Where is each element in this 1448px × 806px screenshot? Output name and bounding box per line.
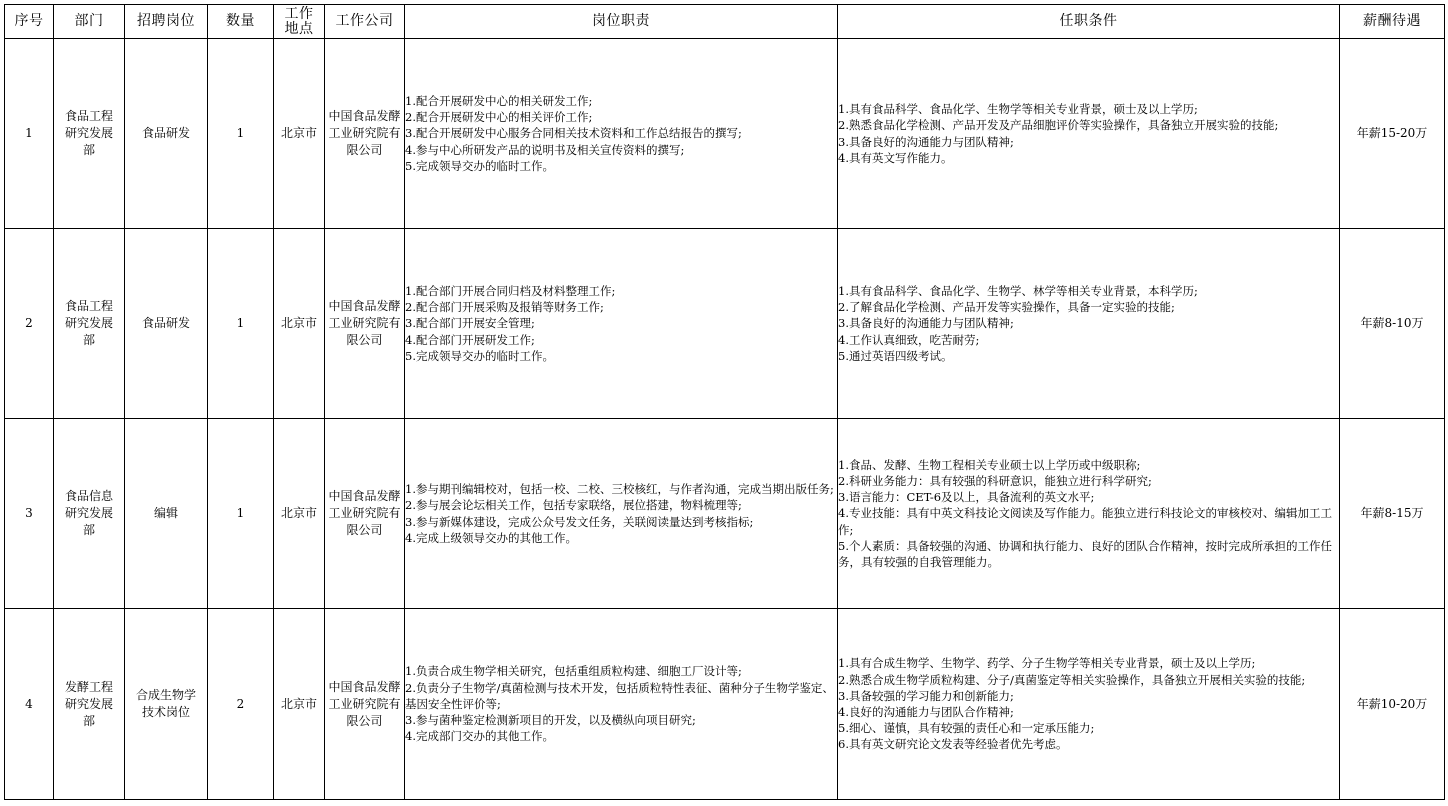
duty-item: 4.完成部门交办的其他工作。	[405, 729, 554, 744]
duty-item: 5.完成领导交办的临时工作。	[405, 348, 554, 363]
cell-duties	[405, 39, 838, 229]
requirement-item: 3.语言能力：CET-6及以上，具备流利的英文水平;	[838, 490, 1095, 505]
cell-salary: 年薪8-10万	[1340, 229, 1445, 419]
cell-company: 中国食品发酵工业研究院有限公司	[325, 419, 405, 609]
cell-index: 2	[5, 229, 54, 419]
department-text: 食品信息研究发展部	[64, 489, 113, 537]
cell-requirements	[838, 39, 1340, 229]
requirement-item: 2.了解食品化学检测、产品开发等实验操作，具备一定实验的技能;	[838, 300, 1175, 315]
cell-position	[125, 609, 208, 800]
cell-quantity: 1	[208, 229, 274, 419]
cell-position: 编辑	[125, 419, 208, 609]
cell-salary: 年薪15-20万	[1340, 39, 1445, 229]
table-row	[5, 609, 1445, 800]
table-body	[5, 39, 1445, 800]
department-text: 食品工程研究发展部	[64, 109, 113, 157]
duty-item: 2.配合开展研发中心的相关评价工作;	[405, 110, 593, 125]
cell-index: 3	[5, 419, 54, 609]
header-location: 工作地点	[274, 5, 325, 39]
cell-requirements	[838, 609, 1340, 800]
duty-item: 3.参与新媒体建设，完成公众号发文任务，关联阅读量达到考核指标;	[405, 514, 754, 529]
header-quantity: 数量	[208, 5, 274, 39]
cell-position: 食品研发	[125, 229, 208, 419]
cell-company: 中国食品发酵工业研究院有限公司	[325, 39, 405, 229]
duty-item: 2.配合部门开展采购及报销等财务工作;	[405, 300, 604, 315]
table-header	[5, 5, 1445, 39]
cell-salary: 年薪8-15万	[1340, 419, 1445, 609]
department-text: 食品工程研究发展部	[64, 299, 113, 347]
cell-index: 4	[5, 609, 54, 800]
cell-position: 食品研发	[125, 39, 208, 229]
header-requirements: 任职条件	[838, 5, 1340, 39]
duty-item: 3.配合部门开展安全管理;	[405, 316, 535, 331]
table-row	[5, 419, 1445, 609]
header-index: 序号	[5, 5, 54, 39]
requirement-item: 4.专业技能：具有中英文科技论文阅读及写作能力。能独立进行科技论文的审核校对、编辑加工工作;	[838, 506, 1332, 537]
duty-item: 5.完成领导交办的临时工作。	[405, 158, 554, 173]
cell-location: 北京市	[274, 39, 325, 229]
duty-item: 2.参与展会论坛相关工作，包括专家联络，展位搭建，物料梳理等;	[405, 498, 742, 513]
requirement-item: 3.具备较强的学习能力和创新能力;	[838, 688, 1014, 703]
requirement-item: 1.具有食品科学、食品化学、生物学等相关专业背景，硕士及以上学历;	[838, 102, 1198, 117]
requirement-item: 1.具有食品科学、食品化学、生物学、林学等相关专业背景，本科学历;	[838, 283, 1198, 298]
duty-item: 2.负责分子生物学/真菌检测与技术开发，包括质粒特性表征、菌种分子生物学鉴定、基因安全性评价等;	[405, 680, 834, 711]
requirement-item: 1.具有合成生物学、生物学、药学、分子生物学等相关专业背景，硕士及以上学历;	[838, 656, 1256, 671]
cell-salary: 年薪10-20万	[1340, 609, 1445, 800]
duty-item: 1.配合开展研发中心的相关研发工作;	[405, 93, 593, 108]
header-salary: 薪酬待遇	[1340, 5, 1445, 39]
cell-department	[54, 609, 125, 800]
requirement-item: 4.具有英文写作能力。	[838, 150, 953, 165]
duty-item: 1.配合部门开展合同归档及材料整理工作;	[405, 283, 616, 298]
duty-item: 1.参与期刊编辑校对，包括一校、二校、三校核红，与作者沟通，完成当期出版任务;	[405, 482, 834, 497]
header-position: 招聘岗位	[125, 5, 208, 39]
cell-department	[54, 229, 125, 419]
duty-item: 4.参与中心所研发产品的说明书及相关宣传资料的撰写;	[405, 142, 685, 157]
cell-company: 中国食品发酵工业研究院有限公司	[325, 229, 405, 419]
requirement-item: 5.个人素质：具备较强的沟通、协调和执行能力、良好的团队合作精神，按时完成所承担的工作任务，具有较强的自我管理能力。	[838, 538, 1332, 569]
cell-duties	[405, 609, 838, 800]
cell-quantity: 1	[208, 419, 274, 609]
cell-quantity: 2	[208, 609, 274, 800]
cell-index: 1	[5, 39, 54, 229]
requirement-item: 4.良好的沟通能力与团队合作精神;	[838, 705, 1014, 719]
cell-requirements	[838, 419, 1340, 609]
recruitment-table	[4, 4, 1445, 800]
duty-item: 3.参与菌种鉴定检测新项目的开发，以及横纵向项目研究;	[405, 713, 696, 728]
requirement-item: 3.具备良好的沟通能力与团队精神;	[838, 134, 1014, 149]
requirement-item: 3.具备良好的沟通能力与团队精神;	[838, 316, 1014, 331]
cell-duties	[405, 229, 838, 419]
header-department: 部门	[54, 5, 125, 39]
requirement-item: 4.工作认真细致，吃苦耐劳;	[838, 332, 980, 347]
requirement-item: 6.具有英文研究论文发表等经验者优先考虑。	[838, 737, 1068, 752]
header-row	[5, 5, 1445, 39]
cell-requirements	[838, 229, 1340, 419]
table-row	[5, 229, 1445, 419]
position-text: 合成生物学技术岗位	[135, 688, 196, 719]
requirement-item: 2.科研业务能力：具有较强的科研意识，能独立进行科学研究;	[838, 473, 1152, 488]
cell-location: 北京市	[274, 609, 325, 800]
duty-item: 1.负责合成生物学相关研究，包括重组质粒构建、细胞工厂设计等;	[405, 664, 742, 679]
duty-item: 4.完成上级领导交办的其他工作。	[405, 530, 577, 545]
cell-location: 北京市	[274, 419, 325, 609]
duty-item: 3.配合开展研发中心服务合同相关技术资料和工作总结报告的撰写;	[405, 126, 742, 141]
requirement-item: 5.通过英语四级考试。	[838, 348, 953, 363]
requirement-item: 2.熟悉合成生物学质粒构建、分子/真菌鉴定等相关实验操作，具备独立开展相关实验的技能;	[838, 672, 1306, 687]
cell-duties	[405, 419, 838, 609]
duty-item: 4.配合部门开展研发工作;	[405, 332, 535, 347]
cell-location: 北京市	[274, 229, 325, 419]
table-row	[5, 39, 1445, 229]
header-duties: 岗位职责	[405, 5, 838, 39]
requirement-item: 1.食品、发酵、生物工程相关专业硕士以上学历或中级职称;	[838, 457, 1141, 472]
requirement-item: 2.熟悉食品化学检测、产品开发及产品细胞评价等实验操作，具备独立开展实验的技能;	[838, 118, 1279, 133]
cell-quantity: 1	[208, 39, 274, 229]
department-text: 发酵工程研究发展部	[64, 679, 113, 728]
cell-company: 中国食品发酵工业研究院有限公司	[325, 609, 405, 800]
cell-department	[54, 419, 125, 609]
header-company: 工作公司	[325, 5, 405, 39]
requirement-item: 5.细心、谨慎，具有较强的责任心和一定承压能力;	[838, 721, 1095, 736]
cell-department	[54, 39, 125, 229]
